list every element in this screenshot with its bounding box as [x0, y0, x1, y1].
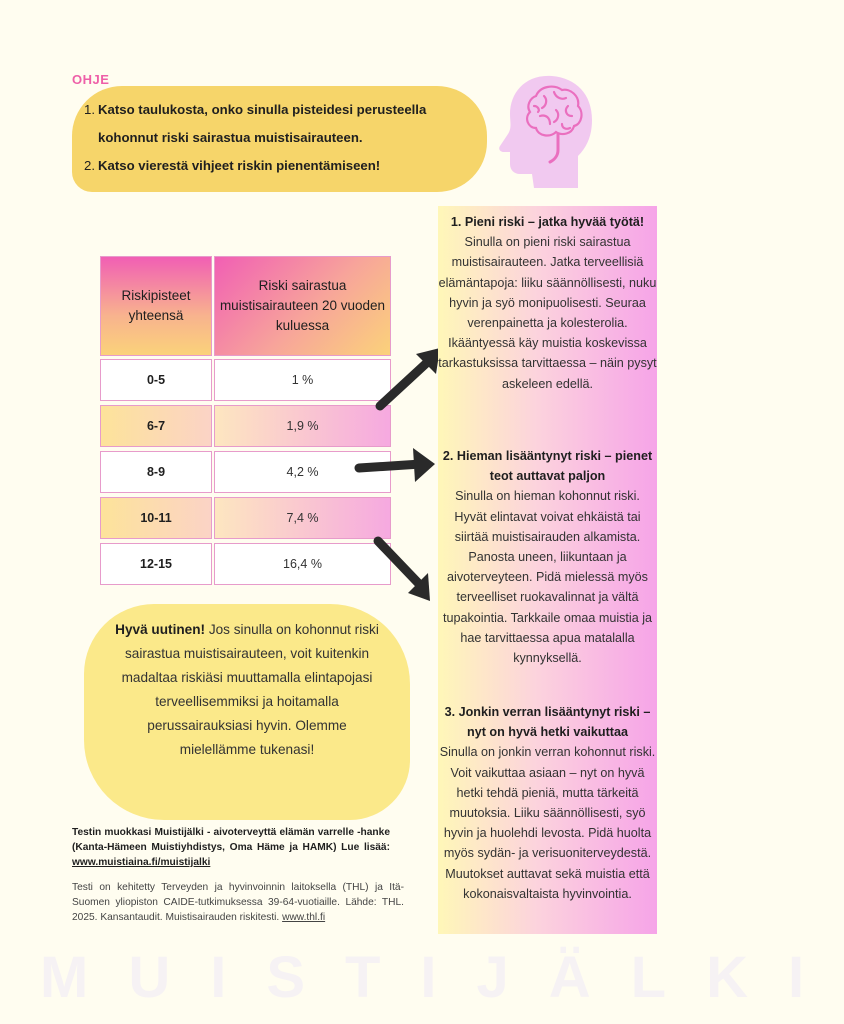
tip-text: Sinulla on pieni riski sairastua muistisairauteen. Jatka terveellisiä elämäntapoja: liiku säännöllisesti, nuku hyvin ja syö monipuolisesti. Seuraa verenpainetta ja kolesterolia. Ikääntyessä käy muistia koskevissa tarkastuksissa tarvittaessa – näin pysyt askeleen edellä. — [438, 235, 657, 391]
tip-low-risk — [438, 212, 657, 394]
table-row — [100, 405, 391, 447]
table-row — [100, 543, 391, 585]
thl-link[interactable]: www.thl.fi — [282, 912, 326, 923]
instruction-number: 2. — [84, 158, 95, 173]
tip-title: 2. Hieman lisääntynyt riski – pienet teot auttavat paljon — [442, 449, 653, 484]
risk-percent-cell: 1 % — [214, 359, 391, 401]
credits-project-text: Testin muokkasi Muistijälki - aivoterveyttä elämän varrelle -hanke (Kanta-Hämeen Muistiyhdistys, Oma Häme ja HAMK) Lue lisää: — [72, 827, 390, 853]
tip-text: Sinulla on jonkin verran kohonnut riski. Voit vaikuttaa asiaan – nyt on hyvä hetki tehdä pieniä, mutta tärkeitä muutoksia. Liiku säännöllisesti, syö hyvin ja huolehdi levosta. Pidä huolta myös sydän- ja verisuoniterveydestä. Muutokset auttavat sekä muistia että kokonaisvaltaista hyvinvointia. — [439, 745, 656, 901]
instruction-item — [84, 96, 474, 152]
good-news-body: Jos sinulla on kohonnut riski sairastua muistisairauteen, voit kuitenkin madaltaa riskiäsi muuttamalla elintapojasi terveellisemmiksi ja hoitamalla perussairauksiasi hyvin. Olemme mielellämme tukenasi! — [121, 622, 379, 757]
risk-percent-cell: 16,4 % — [214, 543, 391, 585]
muistiaina-link[interactable]: www.muistiaina.fi/muistijalki — [72, 857, 211, 868]
credits-project — [72, 825, 390, 870]
tip-title: 1. Pieni riski – jatka hyvää työtä! — [450, 215, 645, 229]
risk-points-cell: 6-7 — [100, 405, 212, 447]
credits-source — [72, 880, 404, 925]
instructions-label: OHJE — [72, 72, 110, 87]
tip-elevated-risk — [438, 702, 657, 904]
risk-percent-cell: 4,2 % — [214, 451, 391, 493]
watermark-text: MUISTIJÄLKI — [40, 945, 844, 1010]
instructions-list — [84, 96, 474, 180]
table-header-points: Riskipisteet yhteensä — [100, 256, 212, 356]
arrow-down-right-icon — [368, 535, 448, 605]
risk-percent-cell: 1,9 % — [214, 405, 391, 447]
table-row — [100, 497, 391, 539]
risk-points-cell: 0-5 — [100, 359, 212, 401]
tip-title: 3. Jonkin verran lisääntynyt riski – nyt on hyvä hetki vaikuttaa — [444, 705, 651, 740]
good-news-text — [110, 618, 384, 762]
tip-slightly-elevated-risk — [438, 446, 657, 668]
risk-percent-cell: 7,4 % — [214, 497, 391, 539]
tip-text: Sinulla on hieman kohonnut riski. Hyvät elintavat voivat ehkäistä tai siirtää muistisairauden alkamista. Panosta uneen, liikuntaan ja aivoterveyteen. Pidä mielessä myös terveelliset ruokavalinnat ja vältä tupakointia. Tarkkaile omaa muistia ja hae tarvittaessa apua matalalla kynnyksellä. — [442, 489, 653, 666]
instruction-number: 1. — [84, 102, 95, 117]
risk-points-cell: 8-9 — [100, 451, 212, 493]
table-row — [100, 359, 391, 401]
good-news-lead: Hyvä uutinen! — [115, 622, 206, 637]
instruction-text: Katso taulukosta, onko sinulla pisteidesi perusteella kohonnut riski sairastua muistisairauteen. — [98, 102, 427, 145]
instruction-item — [84, 152, 474, 180]
arrow-right-icon — [355, 430, 435, 500]
table-header-risk: Riski sairastua muistisairauteen 20 vuoden kuluessa — [214, 256, 391, 356]
head-brain-icon — [496, 70, 594, 190]
credits-source-text: Testi on kehitetty Terveyden ja hyvinvoinnin laitoksella (THL) ja Itä-Suomen yliopiston CAIDE-tutkimuksessa 39-64-vuotiaille. Lähde: THL. 2025. Kansantaudit. Muistisairauden riskitesti. — [72, 882, 404, 923]
table-row — [100, 451, 391, 493]
risk-table — [100, 256, 391, 582]
risk-points-cell: 12-15 — [100, 543, 212, 585]
risk-points-cell: 10-11 — [100, 497, 212, 539]
instruction-text: Katso vierestä vihjeet riskin pienentämiseen! — [98, 158, 381, 173]
